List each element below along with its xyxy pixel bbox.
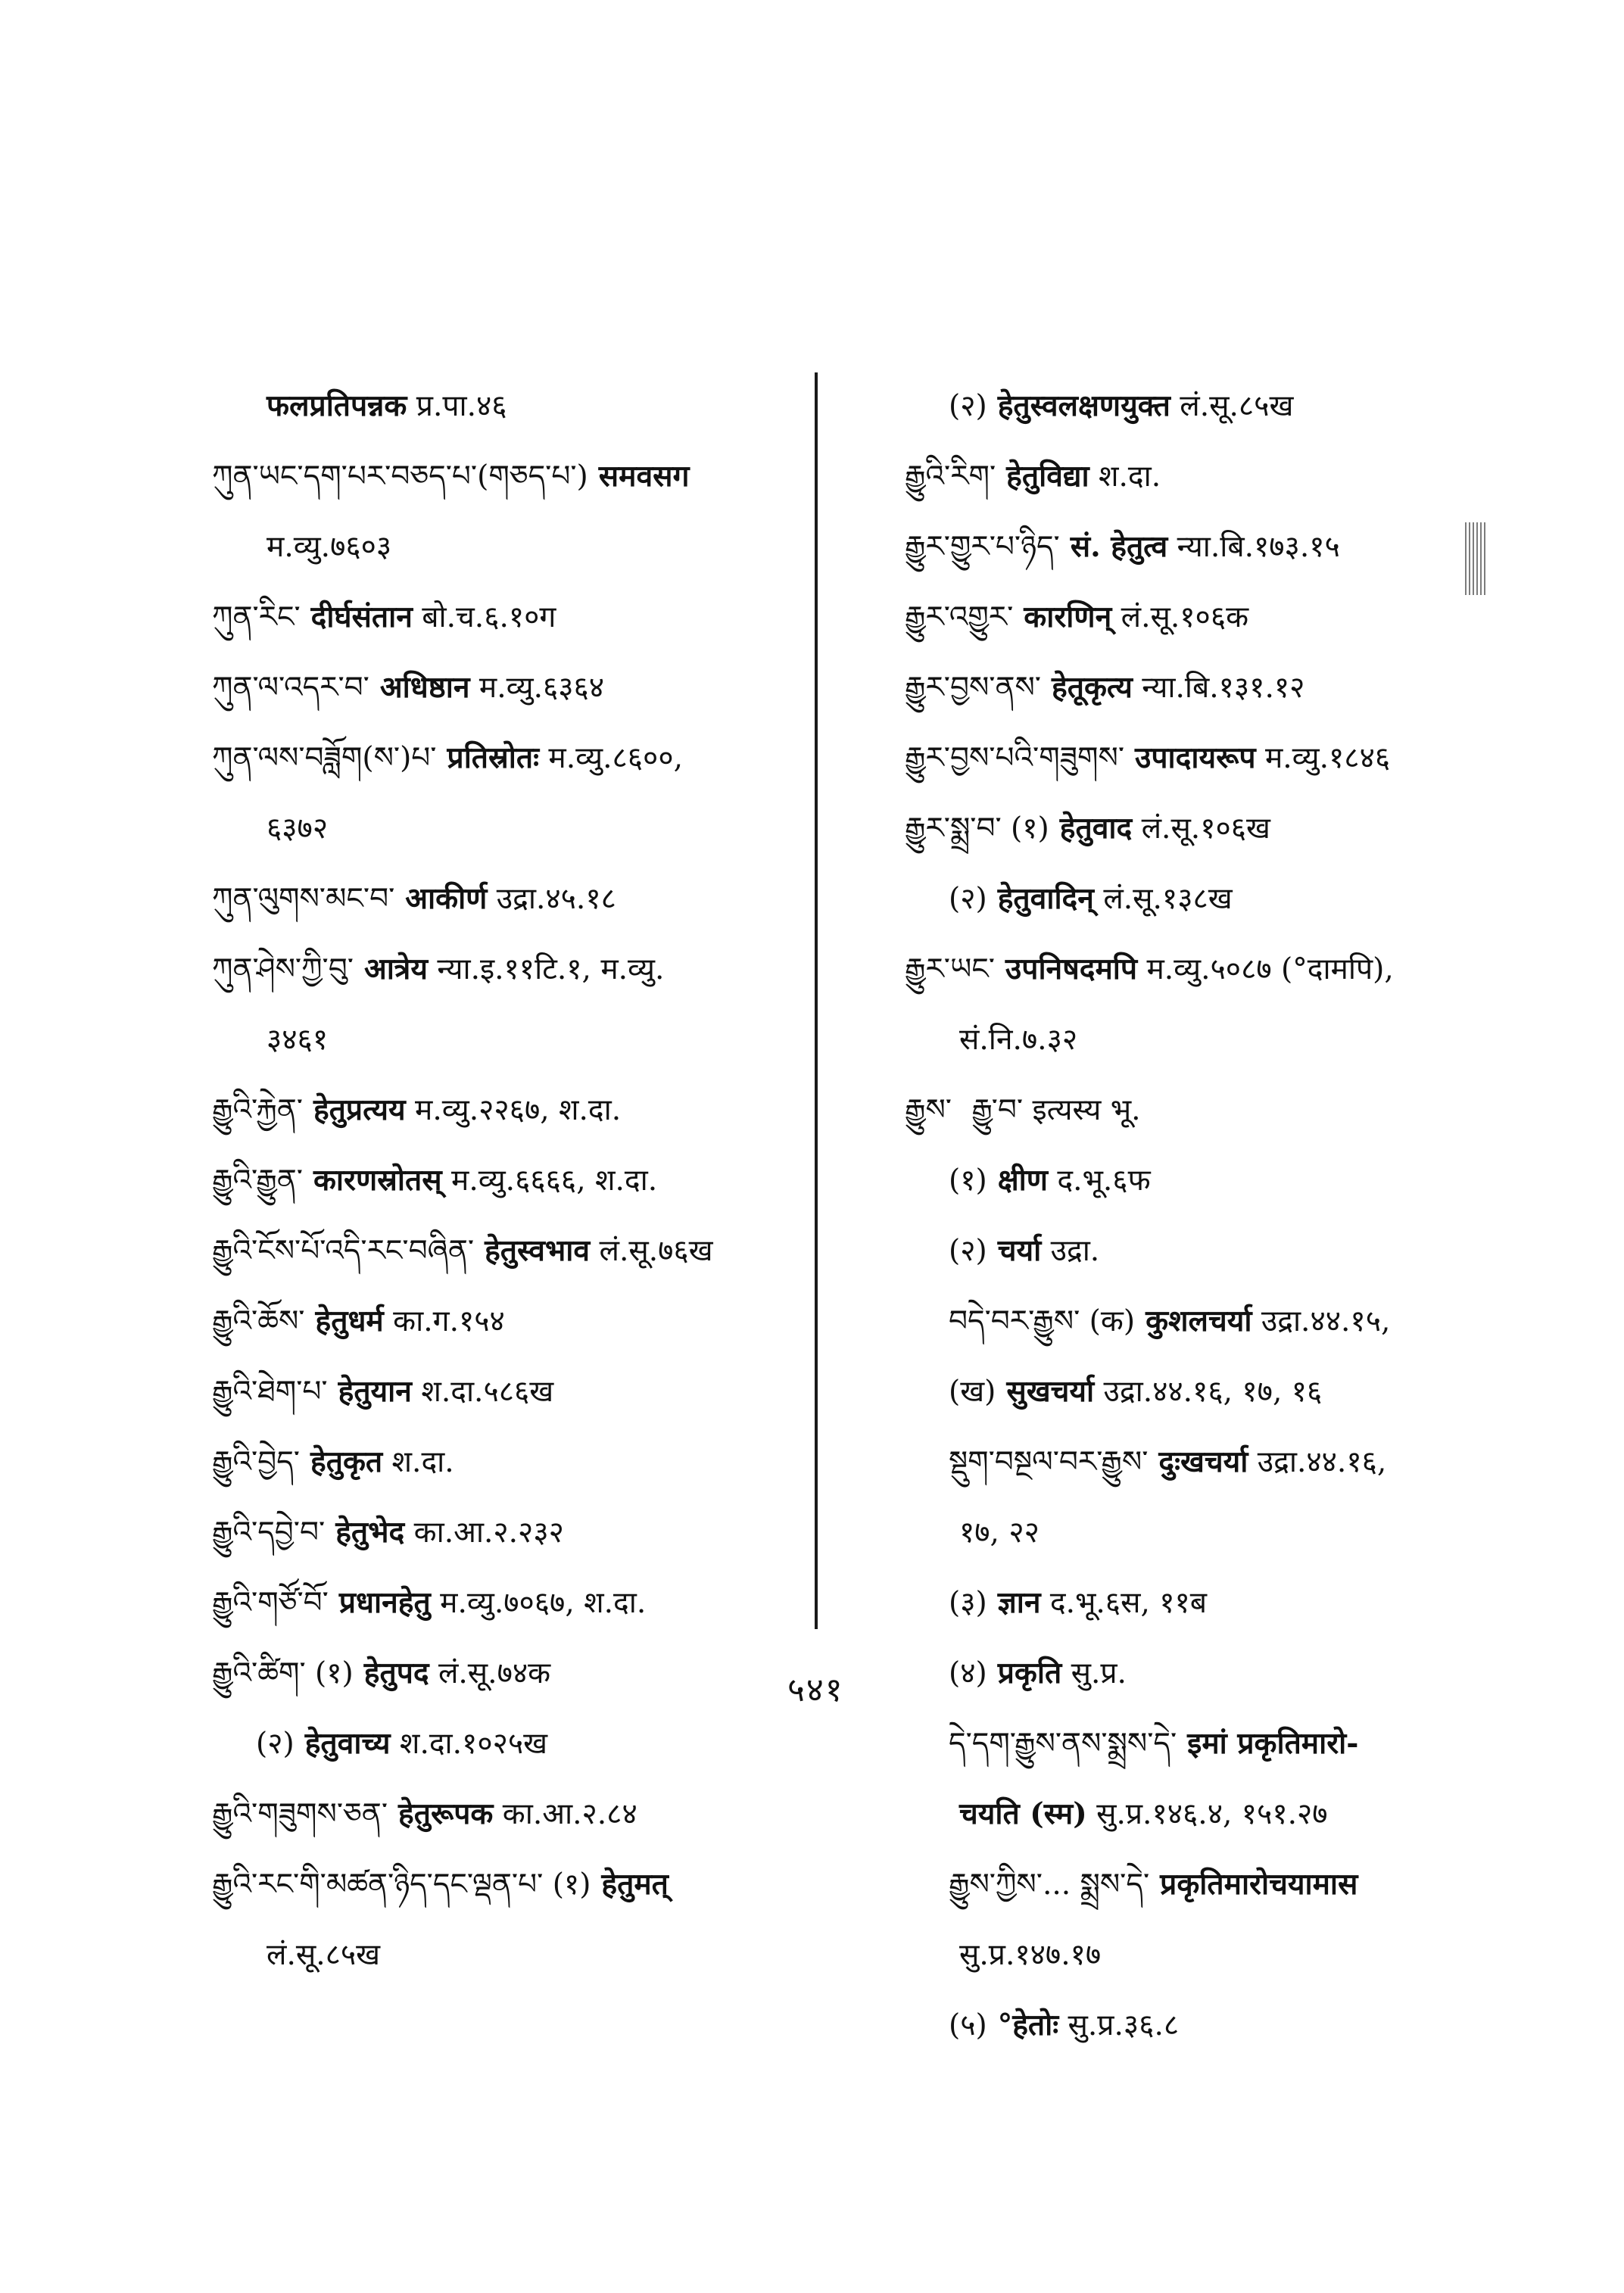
tibetan-term: རྒྱུའི་ཆོས་ xyxy=(212,1304,305,1338)
entry-row xyxy=(905,1216,1526,1286)
sanskrit-term: समवसग xyxy=(598,459,690,494)
entry-row xyxy=(905,1005,1526,1075)
entry-row xyxy=(905,1357,1526,1427)
entry-row xyxy=(212,512,833,582)
tibetan-term: བདེ་བར་རྒྱུས་ (क) xyxy=(949,1304,1136,1338)
sanskrit-term: फलप्रतिपन्नक xyxy=(267,388,407,423)
tibetan-term: རྒྱུའི་བྱེད་ xyxy=(212,1445,300,1479)
sanskrit-term: हेतुरूपक xyxy=(398,1796,494,1831)
entry-row xyxy=(905,1709,1526,1779)
entry-row xyxy=(905,653,1526,723)
entry-row xyxy=(212,864,833,934)
sanskrit-term: प्रतिस्रोतः xyxy=(447,740,539,775)
tibetan-term: (२) xyxy=(949,389,987,423)
reference: लं.सू.७६ख xyxy=(599,1234,713,1268)
entry-row xyxy=(212,582,833,653)
tibetan-term: རྒྱུའི་དབྱེ་བ་ xyxy=(212,1516,326,1550)
sanskrit-term: इमां प्रकृतिमारो- xyxy=(1187,1726,1359,1761)
entry-row xyxy=(905,512,1526,582)
reference: श.दा.१०२५ख xyxy=(399,1727,548,1761)
entry-row xyxy=(905,1779,1526,1849)
reference: का.आ.२.२३२ xyxy=(413,1516,564,1550)
reference: लं.सू.१०६क xyxy=(1121,600,1249,634)
reference: का.ग.१५४ xyxy=(393,1304,505,1338)
tibetan-term: (५) xyxy=(949,2008,987,2042)
sanskrit-term: हेतुस्वलक्षणयुक्त xyxy=(997,388,1170,423)
sanskrit-term: हेतुपद xyxy=(363,1656,429,1690)
sanskrit-term: हेतुकृत xyxy=(310,1444,383,1479)
reference: लं.सू.७४क xyxy=(438,1656,551,1690)
reference: म.व्यु.२२६७, श.दा. xyxy=(415,1093,622,1127)
sanskrit-term: हेतुवाच्य xyxy=(304,1726,391,1761)
tibetan-term: རྒྱུར་བྱས་པའི་གཟུགས་ xyxy=(905,741,1125,775)
sanskrit-term: आत्रेय xyxy=(363,952,428,986)
tibetan-term: (२) xyxy=(949,882,987,916)
reference: म.व्यु.६६६६, श.दा. xyxy=(451,1164,658,1198)
entry-row xyxy=(212,1216,833,1286)
tibetan-term: སྡུག་བསྔལ་བར་རྒྱུས་ xyxy=(949,1445,1149,1479)
reference: ६३७२ xyxy=(267,812,329,846)
reference: न्या.इ.११टि.१, म.व्यु. xyxy=(437,952,665,986)
entry-row xyxy=(212,1005,833,1075)
reference: རྒྱུ་བ་ इत्यस्य भू. xyxy=(971,1093,1141,1127)
entry-row xyxy=(905,864,1526,934)
entry-row xyxy=(212,1497,833,1568)
reference: लं.सू.१३८ख xyxy=(1103,882,1233,916)
tibetan-term: (४) xyxy=(949,1656,987,1690)
column-divider xyxy=(815,372,818,1629)
sanskrit-term: कुशलचर्या xyxy=(1146,1304,1252,1338)
tibetan-term: དེ་དག་རྒྱུས་ནས་སྨྲས་དེ་ xyxy=(949,1727,1177,1761)
left-column xyxy=(212,371,833,1990)
tibetan-term: (२) xyxy=(949,1234,987,1268)
tibetan-term: ཀུན་ལ་འདར་བ་ xyxy=(212,671,369,705)
tibetan-term: རྒྱུས་ཀྱིས་... སྨྲས་དེ་ xyxy=(949,1868,1150,1902)
entry-row xyxy=(212,1849,833,1920)
sanskrit-term: हेतुवाद xyxy=(1059,811,1133,846)
sanskrit-term: °हेतोः xyxy=(997,2008,1059,2042)
entry-row xyxy=(212,1709,833,1779)
reference: उद्रा.४४.१६, १७, १६ xyxy=(1103,1375,1323,1409)
reference: श.दा. xyxy=(391,1445,454,1479)
sanskrit-term: हेतुविद्या xyxy=(1006,459,1089,494)
entry-row xyxy=(212,1427,833,1497)
sanskrit-term: कारणिन् xyxy=(1024,600,1112,634)
sanskrit-term: चर्या xyxy=(997,1233,1042,1268)
sanskrit-term: प्रधानहेतु xyxy=(338,1585,431,1620)
sanskrit-term: अधिष्ठान xyxy=(379,670,470,705)
reference: म.व्यु.५०८७ (°दामपि), xyxy=(1146,952,1394,986)
entry-row xyxy=(905,1849,1526,1920)
reference: म.व्यु.७०६७, श.दा. xyxy=(440,1586,647,1620)
tibetan-term: རྒྱུར་འགྱུར་ xyxy=(905,600,1014,634)
reference: सु.प्र.१४७.१७ xyxy=(959,1938,1102,1972)
sanskrit-term: क्षीण xyxy=(997,1163,1048,1198)
entry-row xyxy=(212,1075,833,1145)
entry-row xyxy=(212,441,833,512)
tibetan-term: རྒྱུའི་རྒྱུན་ xyxy=(212,1164,303,1198)
sanskrit-term: हेतुस्वभाव xyxy=(485,1233,591,1268)
tibetan-term: རྒྱུར་ཡང་ xyxy=(905,952,995,986)
sanskrit-term: हेतुवादिन् xyxy=(997,881,1094,916)
tibetan-term: ཀུན་ཡང་དག་པར་བཅད་པ་(གཅད་པ་) xyxy=(212,460,588,494)
entry-row xyxy=(212,1920,833,1990)
reference: लं.सू.८५ख xyxy=(1180,389,1294,423)
reference: म.व्यु.१८४६ xyxy=(1264,741,1391,775)
reference: लं.सू.८५ख xyxy=(267,1938,381,1972)
entry-row xyxy=(905,1145,1526,1216)
sanskrit-term: प्रकृति xyxy=(997,1656,1062,1690)
reference: उद्रा. xyxy=(1050,1234,1100,1268)
reference: श.दा.५८६ख xyxy=(421,1375,554,1409)
reference: लं.सू.१०६ख xyxy=(1141,812,1270,846)
sanskrit-term: हेतुमत् xyxy=(601,1867,669,1902)
sanskrit-term: चयति (स्म) xyxy=(959,1796,1087,1831)
reference: १७, २२ xyxy=(959,1516,1040,1550)
tibetan-term: (ख) xyxy=(949,1375,996,1409)
reference: बो.च.६.१०ग xyxy=(422,600,556,634)
reference: उद्रा.४४.१५, xyxy=(1261,1304,1391,1338)
reference: प्र.पा.४६ xyxy=(416,389,507,423)
entry-row xyxy=(905,1638,1526,1709)
reference: म.व्यु.६३६४ xyxy=(478,671,605,705)
sanskrit-term: प्रकृतिमारोचयामास xyxy=(1160,1867,1358,1902)
reference: म.व्यु.७६०३ xyxy=(267,530,392,564)
entry-row xyxy=(212,1638,833,1709)
tibetan-term: ཀུན་ཤེས་ཀྱི་བུ་ xyxy=(212,952,354,986)
entry-row xyxy=(212,653,833,723)
entry-row xyxy=(212,723,833,793)
tibetan-term: རྒྱུའི་རང་གི་མཚན་ཉིད་དང་ལྡན་པ་ (१) xyxy=(212,1868,591,1902)
entry-row xyxy=(905,1286,1526,1357)
tibetan-term: རྒྱུའི་ངོས་པོ་འདི་རང་བཞིན་ xyxy=(212,1234,475,1268)
sanskrit-term: हेतुप्रत्यय xyxy=(313,1092,406,1127)
reference: उद्रा.४५.१८ xyxy=(496,882,616,916)
reference: उद्रा.४४.१६, xyxy=(1257,1445,1387,1479)
tibetan-term: རྒྱུའི་རྐྱེན་ xyxy=(212,1093,303,1127)
entry-row xyxy=(212,793,833,864)
sanskrit-term: सं. हेतुत्व xyxy=(1070,529,1168,564)
reference: सं.नि.७.३२ xyxy=(959,1023,1078,1057)
margin-scan-mark xyxy=(1465,522,1488,595)
tibetan-term: རྒྱུར་བྱས་ནས་ xyxy=(905,671,1041,705)
tibetan-term: རྒྱུའི་རིག་ xyxy=(905,460,996,494)
entry-row xyxy=(905,934,1526,1005)
entry-row xyxy=(905,441,1526,512)
tibetan-term: རྒྱུས་ xyxy=(905,1093,952,1127)
tibetan-term: རྒྱུའི་ཐེག་པ་ xyxy=(212,1375,328,1409)
entry-row xyxy=(212,1286,833,1357)
entry-row xyxy=(212,1779,833,1849)
page-number: ५४१ xyxy=(787,1671,844,1709)
entry-row xyxy=(905,793,1526,864)
reference: सु.प्र.३६.८ xyxy=(1068,2008,1180,2042)
reference: न्या.बि.१३१.१२ xyxy=(1142,671,1305,705)
tibetan-term: རྒྱུར་སྨྲ་བ་ (१) xyxy=(905,812,1049,846)
tibetan-term: རྒྱུའི་ཚིག་ (१) xyxy=(212,1656,354,1690)
tibetan-term: (३) xyxy=(949,1586,987,1620)
reference: न्या.बि.१७३.१५ xyxy=(1177,530,1340,564)
entry-row xyxy=(905,1990,1526,2061)
sanskrit-term: हेतुधर्म xyxy=(315,1304,384,1338)
sanskrit-term: हेतूकृत्य xyxy=(1052,670,1133,705)
entry-row xyxy=(905,582,1526,653)
sanskrit-term: आकीर्ण xyxy=(405,881,488,916)
reference: सु.प्र. xyxy=(1071,1656,1127,1690)
tibetan-term: (२) xyxy=(256,1727,295,1761)
entry-row xyxy=(212,934,833,1005)
sanskrit-term: उपनिषदमपि xyxy=(1005,952,1138,986)
reference: का.आ.२.८४ xyxy=(502,1797,637,1831)
sanskrit-term: ज्ञान xyxy=(997,1585,1041,1620)
reference: ३४६१ xyxy=(267,1023,329,1057)
reference: द.भू.६फ xyxy=(1057,1164,1151,1198)
entry-row xyxy=(212,1145,833,1216)
entry-row xyxy=(212,371,833,441)
tibetan-term: ཀུན་ལུགས་མང་བ་ xyxy=(212,882,395,916)
sanskrit-term: हेतुभेद xyxy=(335,1515,405,1550)
sanskrit-term: सुखचर्या xyxy=(1006,1374,1095,1409)
entry-row xyxy=(212,1357,833,1427)
tibetan-term: ཀུན་རིང་ xyxy=(212,600,301,634)
right-column xyxy=(905,371,1526,2061)
reference: सु.प्र.१४६.४, १५१.२७ xyxy=(1096,1797,1328,1831)
entry-row xyxy=(905,1497,1526,1568)
entry-row xyxy=(905,723,1526,793)
entry-row xyxy=(905,1075,1526,1145)
entry-row xyxy=(905,1920,1526,1990)
entry-row xyxy=(212,1568,833,1638)
entry-row xyxy=(905,1427,1526,1497)
entry-row xyxy=(905,371,1526,441)
tibetan-term: རྒྱུའི་གཟུགས་ཅན་ xyxy=(212,1797,388,1831)
sanskrit-term: हेतुयान xyxy=(338,1374,412,1409)
tibetan-term: (१) xyxy=(949,1164,987,1198)
sanskrit-term: दीर्घसंतान xyxy=(310,600,413,634)
sanskrit-term: उपादायरूप xyxy=(1135,740,1256,775)
reference: श.दा. xyxy=(1098,460,1161,494)
reference: द.भू.६स, ११ब xyxy=(1049,1586,1208,1620)
tibetan-term: ཀུན་ལས་བཟློག(ས་)པ་ xyxy=(212,741,437,775)
tibetan-term: རྒྱུའི་གཙོ་བོ་ xyxy=(212,1586,329,1620)
sanskrit-term: दुःखचर्या xyxy=(1158,1444,1248,1479)
reference: म.व्यु.८६००, xyxy=(548,741,683,775)
sanskrit-term: कारणस्रोतस् xyxy=(313,1163,442,1198)
tibetan-term: རྒྱུར་གྱུར་པ་ཉིད་ xyxy=(905,530,1060,564)
entry-row xyxy=(905,1568,1526,1638)
